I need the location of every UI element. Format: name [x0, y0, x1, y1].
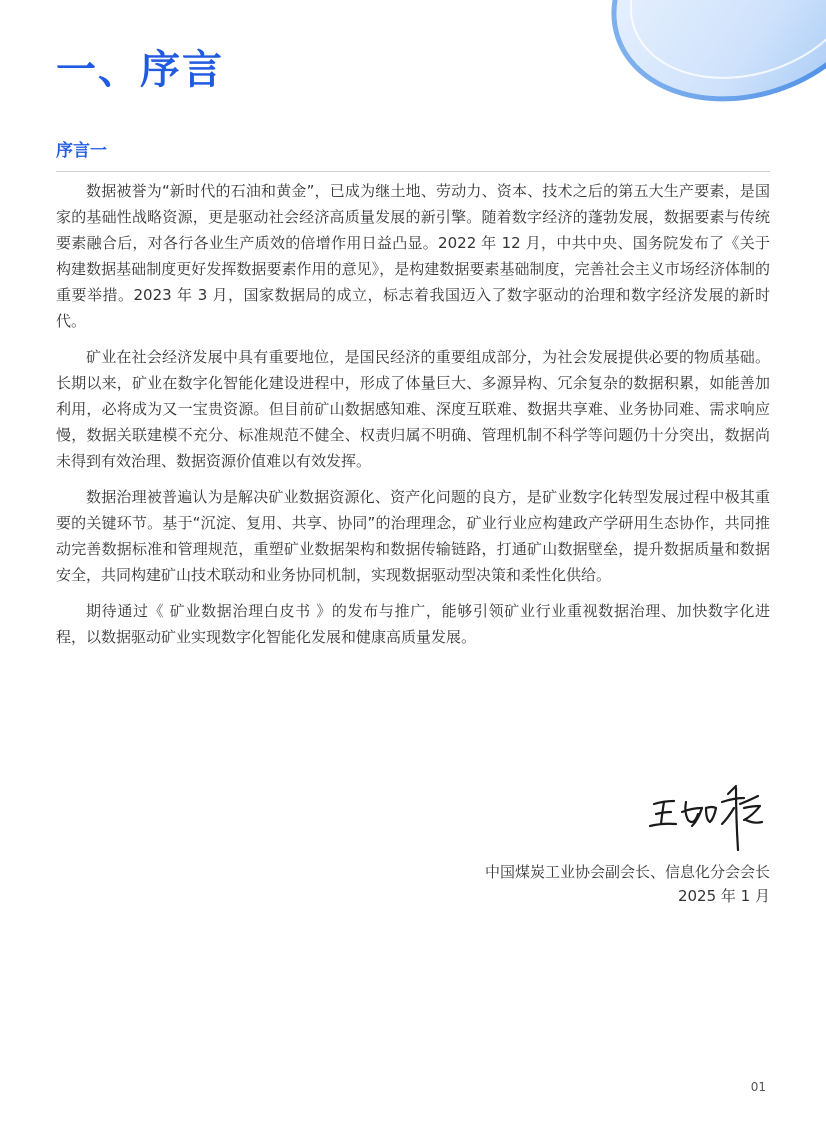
section-title: 序言一	[56, 141, 107, 161]
handwritten-signature	[640, 774, 770, 854]
corner-lens-decoration	[596, 0, 826, 110]
paragraph-2: 矿业在社会经济发展中具有重要地位，是国民经济的重要组成部分，为社会发展提供必要的物质基础。长期以来，矿业在数字化智能化建设进程中，形成了体量巨大、多源异构、冗余复杂的数据积累，如能善加利用，必将成为又一宝贵资源。但目前矿山数据感知难、深度互联难、数据共享难、业务协同难、需求响应慢，数据关联建模不充分、标准规范不健全、权责归属不明确、管理机制不科学等问题仍十分突出，数据尚未得到有效治理、数据资源价值难以有效发挥。	[56, 348, 770, 470]
chapter-title: 一、序言	[56, 47, 224, 93]
signer-position: 中国煤炭工业协会副会长、信息化分会会长	[484, 863, 770, 881]
paragraph-1: 数据被誉为“新时代的石油和黄金”，已成为继土地、劳动力、资本、技术之后的第五大生产要素，是国家的基础性战略资源，更是驱动社会经济高质量发展的新引擎。随着数字经济的蓬勃发展，数据要素与传统要素融合后，对各行各业生产质效的倍增作用日益凸显。2022 年 12 月，中共中央、国务院发布了《关于构建数据基础制度更好发挥数据要素作用的意见》，是构建数据要素基础制度，完善社会主义市场经济体制的重要举措。2023 年 3 月，国家数据局的成立，标志着我国迈入了数字驱动的治理和数字经济发展的新时代。	[56, 182, 770, 330]
preface-body	[56, 178, 770, 660]
page-number: 01	[750, 1080, 766, 1094]
signoff-date: 2025 年 1 月	[677, 887, 770, 905]
section-divider	[56, 171, 770, 172]
signoff-block	[485, 860, 770, 908]
paragraph-4: 期待通过《 矿业数据治理白皮书 》的发布与推广，能够引领矿业行业重视数据治理、加快数字化进程，以数据驱动矿业实现数字化智能化发展和健康高质量发展。	[56, 602, 770, 646]
paragraph-3: 数据治理被普遍认为是解决矿业数据资源化、资产化问题的良方，是矿业数字化转型发展过程中极其重要的关键环节。基于“沉淀、复用、共享、协同”的治理理念，矿业行业应构建政产学研用生态协作，共同推动完善数据标准和管理规范，重塑矿业数据架构和数据传输链路，打通矿山数据壁垒，提升数据质量和数据安全，共同构建矿山技术联动和业务协同机制，实现数据驱动型决策和柔性化供给。	[56, 488, 770, 584]
